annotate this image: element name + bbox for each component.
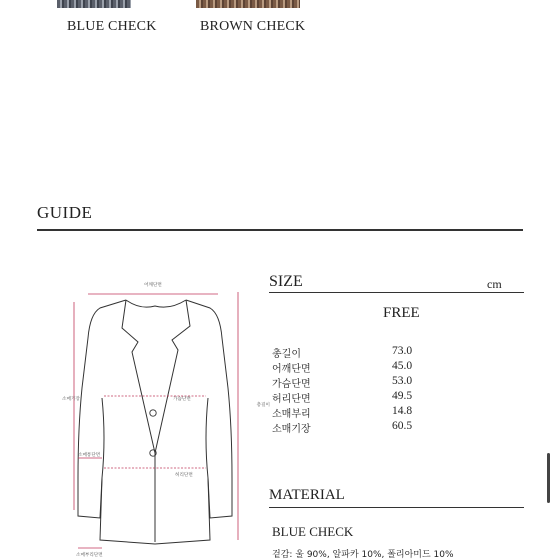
jacket-measurement-diagram xyxy=(60,278,270,560)
waist-dim-label: 허리단면 xyxy=(175,473,193,478)
size-heading: SIZE xyxy=(269,273,303,290)
total-length-label: 총길이 xyxy=(256,403,270,408)
cuff-dim-label: 소매부리단면 xyxy=(76,553,103,558)
button-upper xyxy=(150,410,156,416)
row-label-sleeve-length: 소매기장 xyxy=(272,424,311,435)
row-value-sleeve-length: 60.5 xyxy=(392,420,413,432)
sleeve-length-label: 소매기장 xyxy=(62,397,80,402)
row-label-cuff: 소매부리 xyxy=(272,409,311,420)
jacket-outline xyxy=(78,300,232,544)
row-label-total-length: 총길이 xyxy=(272,349,301,360)
size-divider xyxy=(269,292,524,293)
row-value-total-length: 73.0 xyxy=(392,345,413,357)
row-value-waist: 49.5 xyxy=(392,390,413,402)
shoulder-dim-label: 어깨단면 xyxy=(144,283,162,288)
page-scrollbar[interactable] xyxy=(547,453,550,503)
material-divider xyxy=(269,507,524,508)
row-value-shoulder: 45.0 xyxy=(392,360,413,372)
guide-heading: GUIDE xyxy=(37,203,93,222)
size-unit: cm xyxy=(487,277,502,291)
sleeve-width-label: 소매통단면 xyxy=(78,453,101,458)
row-label-shoulder: 어깨단면 xyxy=(272,364,311,375)
brown-check-label: BROWN CHECK xyxy=(200,19,306,34)
brown-check-swatch[interactable] xyxy=(196,0,300,8)
chest-dim-label: 가슴단면 xyxy=(173,397,191,402)
blue-check-label: BLUE CHECK xyxy=(67,19,157,34)
material-variant-label: BLUE CHECK xyxy=(272,524,354,539)
row-value-chest: 53.0 xyxy=(392,375,413,387)
material-heading: MATERIAL xyxy=(269,487,345,503)
guide-divider xyxy=(37,229,523,231)
row-value-cuff: 14.8 xyxy=(392,405,413,417)
size-column-header: FREE xyxy=(383,305,420,321)
row-label-chest: 가슴단면 xyxy=(272,379,311,390)
row-label-waist: 허리단면 xyxy=(272,394,311,405)
blue-check-swatch[interactable] xyxy=(57,0,131,8)
material-composition: 겉감: 울 90%, 알파카 10%, 폴리아미드 10% xyxy=(272,550,454,560)
